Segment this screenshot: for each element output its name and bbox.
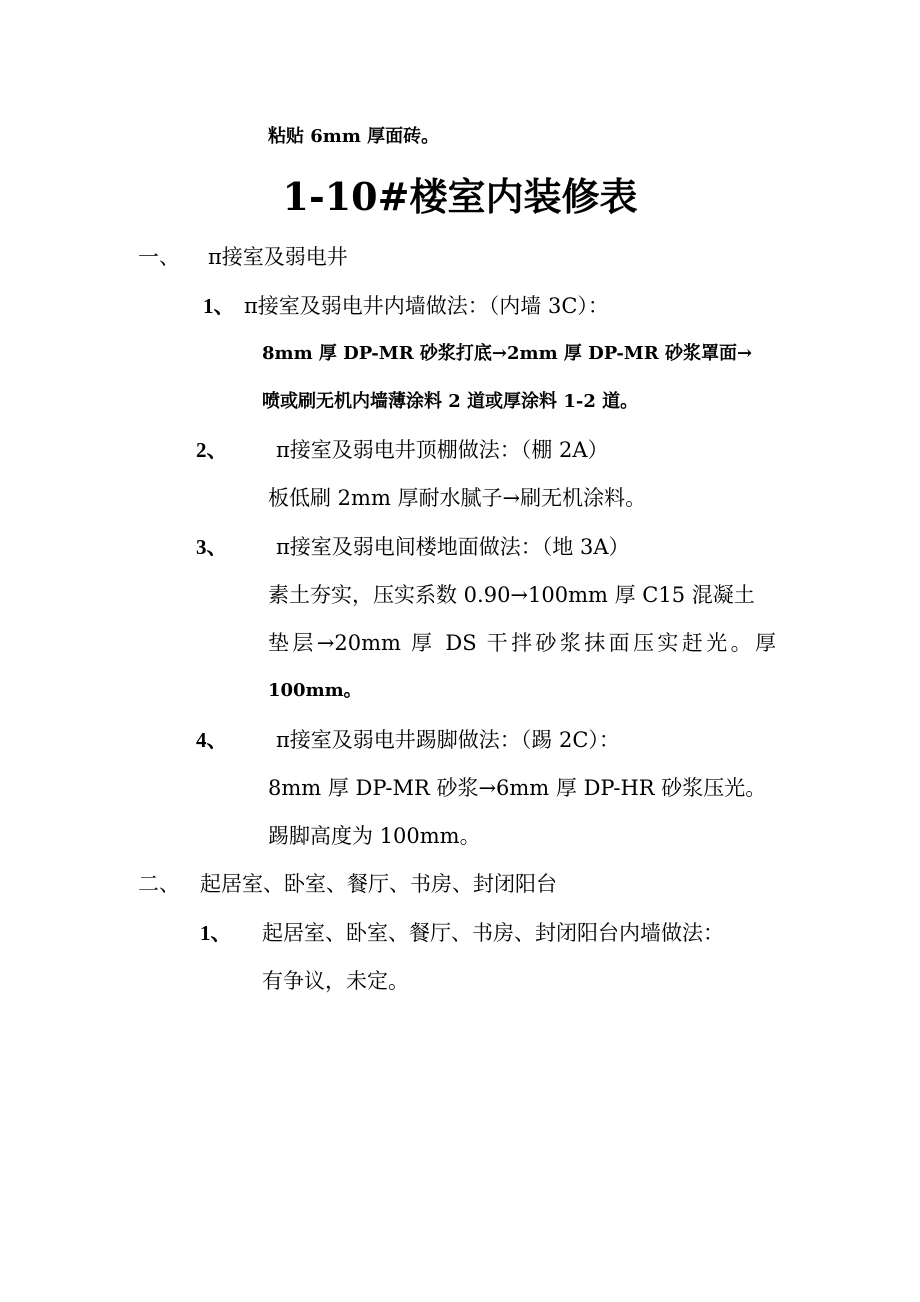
item-text-line: 100mm。 (268, 680, 362, 701)
section-marker: 一、 (138, 245, 180, 269)
section-marker: 二、 (138, 872, 180, 896)
item-marker: 3、 (196, 535, 228, 559)
item-text-line: 板低刷 2mm 厚耐水腻子→刷无机涂料。 (268, 486, 647, 510)
item-heading: 起居室、卧室、餐厅、书房、封闭阳台内墙做法： (262, 921, 724, 945)
item-text-line: 素土夯实，压实系数 0.90→100mm 厚 C15 混凝土 (268, 583, 755, 607)
item-heading: π接室及弱电间楼地面做法：（地 3A） (276, 535, 630, 559)
item-marker: 1、 (200, 921, 232, 945)
top-line: 粘贴 6mm 厚面砖。 (268, 126, 440, 147)
section-heading: π接室及弱电井 (208, 245, 348, 269)
item-text-line: 有争议，未定。 (262, 969, 409, 993)
item-text-line: 喷或刷无机内墙薄涂料 2 道或厚涂料 1-2 道。 (262, 391, 639, 412)
item-heading: π接室及弱电井内墙做法：（内墙 3C）： (244, 294, 609, 318)
item-text-line: 垫层→20mm 厚 DS 干拌砂浆抹面压实赶光。厚 (268, 631, 776, 655)
item-heading: π接室及弱电井顶棚做法：（棚 2A） (276, 438, 609, 462)
section-heading: 起居室、卧室、餐厅、书房、封闭阳台 (200, 872, 557, 896)
item-marker: 1、 (203, 294, 235, 318)
item-text-line: 8mm 厚 DP-MR 砂浆→6mm 厚 DP-HR 砂浆压光。 (268, 776, 767, 800)
page-title: 1-10#楼室内装修表 (282, 174, 638, 219)
item-text-line: 8mm 厚 DP-MR 砂浆打底→2mm 厚 DP-MR 砂浆罩面→ (262, 343, 753, 364)
item-heading: π接室及弱电井踢脚做法：（踢 2C）： (276, 728, 620, 752)
item-marker: 2、 (196, 438, 228, 462)
item-marker: 4、 (196, 728, 228, 752)
item-text-line: 踢脚高度为 100mm。 (268, 824, 481, 848)
